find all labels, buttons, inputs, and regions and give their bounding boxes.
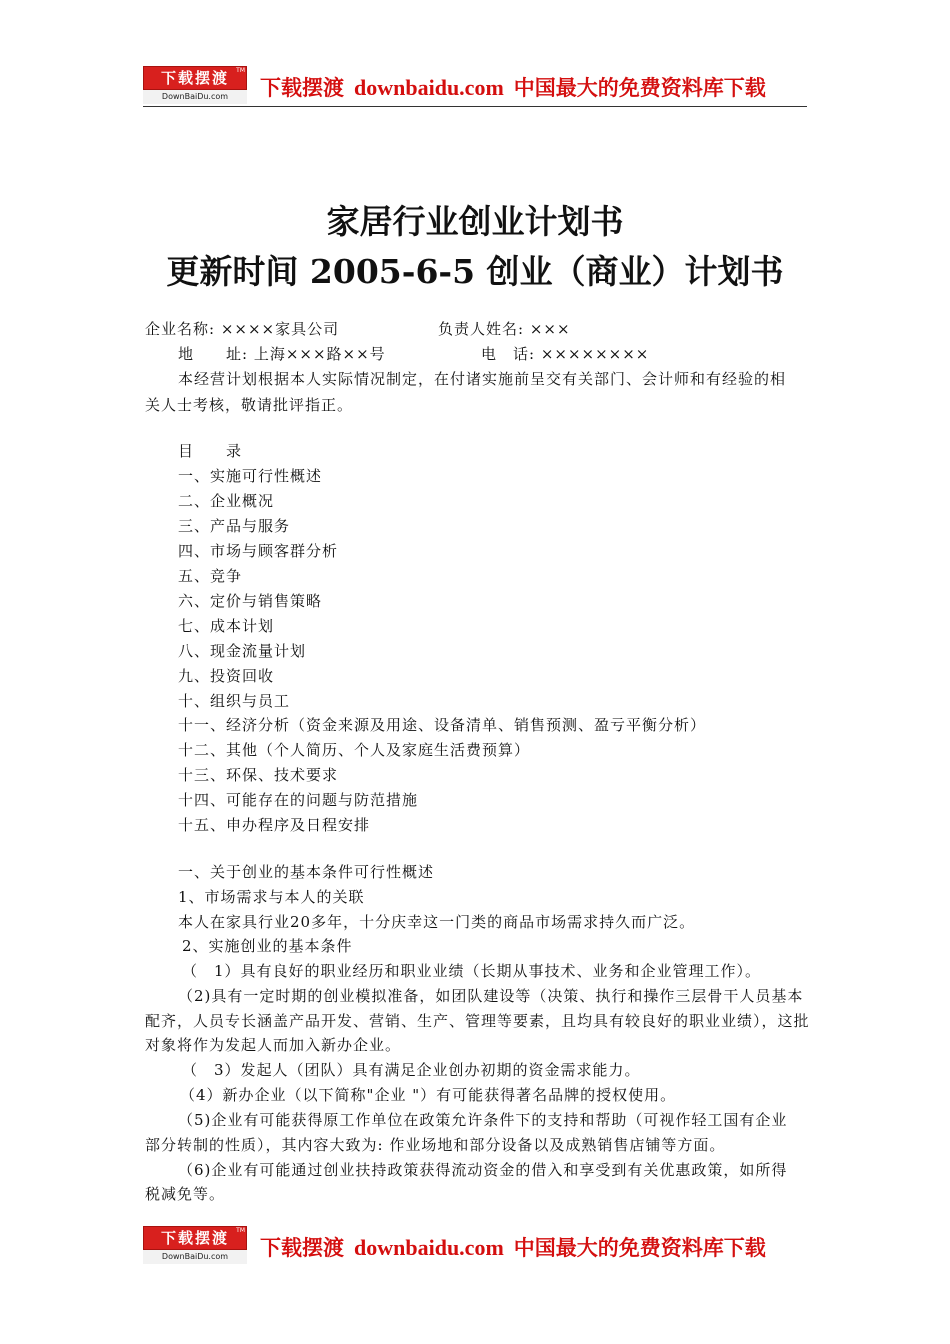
banner-tagline: 中国最大的免费资料库下载 xyxy=(513,1235,766,1260)
toc-item: 十一、经济分析（资金来源及用途、设备清单、销售预测、盈亏平衡分析） xyxy=(178,716,707,734)
body-text-line: （6)企业有可能通过创业扶持政策获得流动资金的借入和享受到有关优惠政策，如所得 xyxy=(178,1161,788,1179)
body-text-line: 部分转制的性质），其内容大致为: 作业场地和部分设备以及成熟销售店铺等方面。 xyxy=(145,1136,726,1154)
toc-item: 二、企业概况 xyxy=(178,492,275,510)
toc-heading: 目 录 xyxy=(178,442,243,460)
body-text-line: 本人在家具行业20多年，十分庆幸这一门类的商品市场需求持久而广泛。 xyxy=(178,913,696,931)
logo-domain: DownBaiDu.com xyxy=(143,1250,247,1264)
phone: 电 话: ×××××××× xyxy=(481,345,650,363)
logo-domain: DownBaiDu.com xyxy=(143,90,247,104)
toc-item: 一、实施可行性概述 xyxy=(178,467,323,485)
logo-trademark: TM xyxy=(236,67,245,74)
intro-paragraph-line: 本经营计划根据本人实际情况制定，在付诸实施前呈交有关部门、会计师和有经验的相 xyxy=(178,370,787,388)
downbaidu-logo[interactable] xyxy=(143,66,247,104)
banner-slogan[interactable] xyxy=(260,1232,766,1262)
banner-site-name: 下载摆渡 xyxy=(260,1235,344,1260)
header-banner xyxy=(143,66,807,107)
toc-item: 十四、可能存在的问题与防范措施 xyxy=(178,791,419,809)
body-text-line: （ 1）具有良好的职业经历和职业业绩（长期从事技术、业务和企业管理工作）。 xyxy=(182,962,762,980)
banner-domain: downbaidu.com xyxy=(354,75,504,100)
toc-item: 十五、申办程序及日程安排 xyxy=(178,816,371,834)
toc-item: 九、投资回收 xyxy=(178,667,275,685)
footer-banner xyxy=(143,1226,807,1266)
body-text-line: （2)具有一定时期的创业模拟准备，如团队建设等（决策、执行和操作三层骨干人员基本 xyxy=(178,987,804,1005)
toc-item: 十三、环保、技术要求 xyxy=(178,766,339,784)
company-name: 企业名称: ××××家具公司 xyxy=(145,320,340,338)
subsection-heading: 2、实施创业的基本条件 xyxy=(182,937,353,955)
body-text-line: （5)企业有可能获得原工作单位在政策允许条件下的支持和帮助（可视作轻工国有企业 xyxy=(178,1111,788,1129)
subsection-heading: 1、市场需求与本人的关联 xyxy=(178,888,365,906)
toc-item: 十二、其他（个人简历、个人及家庭生活费预算） xyxy=(178,741,531,759)
toc-item: 七、成本计划 xyxy=(178,617,275,635)
section-heading: 一、关于创业的基本条件可行性概述 xyxy=(178,863,435,881)
document-title: 家居行业创业计划书 xyxy=(326,202,624,241)
body-text-line: （4）新办企业（以下简称"企业 "）有可能获得著名品牌的授权使用。 xyxy=(180,1086,677,1104)
toc-item: 八、现金流量计划 xyxy=(178,642,307,660)
owner-name: 负责人姓名: ××× xyxy=(438,320,571,338)
address: 地 址: 上海×××路××号 xyxy=(178,345,386,363)
banner-tagline: 中国最大的免费资料库下载 xyxy=(513,75,766,100)
body-text-line: 对象将作为发起人而加入新办企业。 xyxy=(145,1036,402,1054)
downbaidu-logo[interactable] xyxy=(143,1226,247,1264)
toc-item: 四、市场与顾客群分析 xyxy=(178,542,339,560)
toc-item: 六、定价与销售策略 xyxy=(178,592,323,610)
document-subtitle: 更新时间 2005-6-5 创业（商业）计划书 xyxy=(166,252,784,291)
intro-paragraph-line: 关人士考核，敬请批评指正。 xyxy=(145,396,354,414)
logo-text: 下载摆渡 xyxy=(143,1226,247,1250)
banner-site-name: 下载摆渡 xyxy=(260,75,344,100)
logo-trademark: TM xyxy=(236,1227,245,1234)
logo-text: 下载摆渡 xyxy=(143,66,247,90)
banner-slogan[interactable] xyxy=(260,72,766,102)
body-text-line: 税减免等。 xyxy=(145,1185,226,1203)
body-text-line: （ 3）发起人（团队）具有满足企业创办初期的资金需求能力。 xyxy=(182,1061,641,1079)
toc-item: 三、产品与服务 xyxy=(178,517,291,535)
toc-item: 五、竞争 xyxy=(178,567,243,585)
banner-domain: downbaidu.com xyxy=(354,1235,504,1260)
body-text-line: 配齐，人员专长涵盖产品开发、营销、生产、管理等要素，且均具有较良好的职业业绩），这批 xyxy=(145,1012,810,1030)
toc-item: 十、组织与员工 xyxy=(178,692,291,710)
